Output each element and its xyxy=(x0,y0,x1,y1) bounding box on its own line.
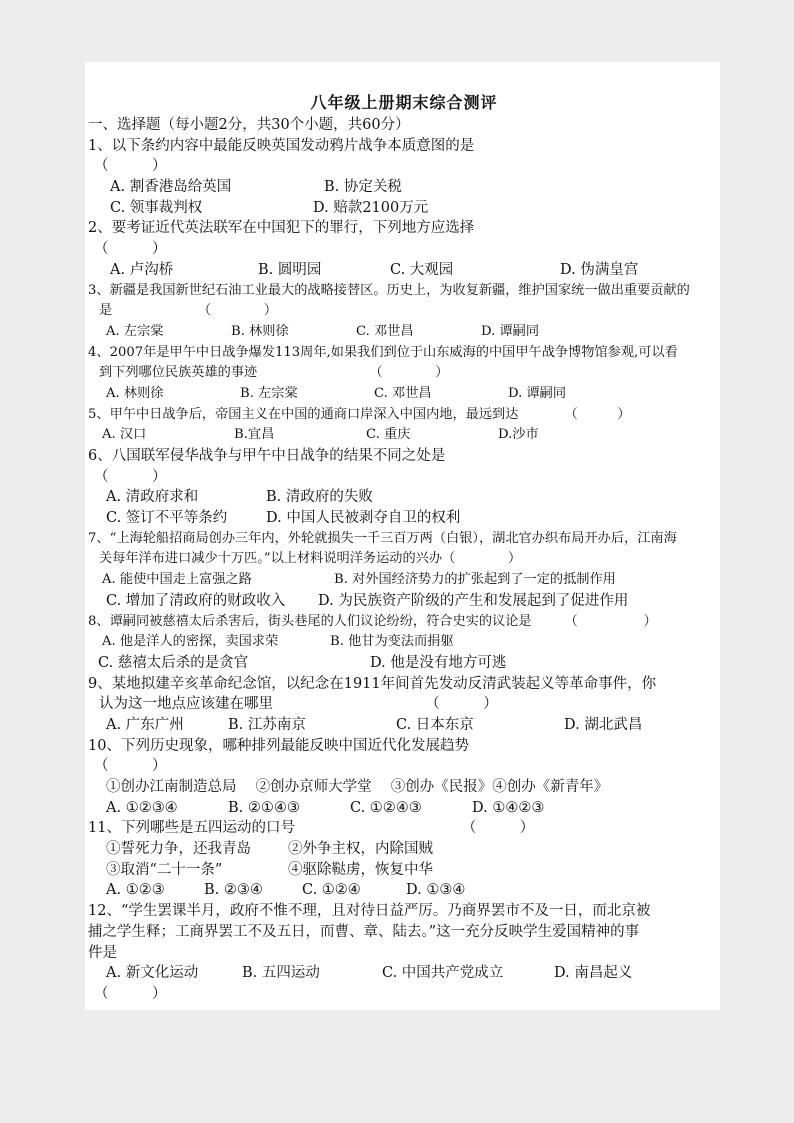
q2-options xyxy=(88,260,720,281)
q1-option-a[interactable]: A. 割香港岛给英国 xyxy=(110,179,232,196)
q8-options-row2 xyxy=(88,653,720,674)
q12-option-b[interactable]: B. 五四运动 xyxy=(242,965,320,982)
q1-option-d[interactable]: D. 赔款2100万元 xyxy=(313,199,429,216)
q5-options xyxy=(88,425,720,446)
q1-options-row2 xyxy=(88,198,720,219)
q6-stem: 6、八国联军侵华战争与甲午中日战争的结果不同之处是 xyxy=(88,448,446,464)
q2-option-c[interactable]: C. 大观园 xyxy=(390,261,454,278)
q9-option-c[interactable]: C. 日本东京 xyxy=(396,716,474,733)
q12-stem-cont2: 件是 xyxy=(88,944,117,961)
q7-options-row2 xyxy=(88,591,720,612)
q7-option-d[interactable]: D. 为民族资产阶级的产生和发展起到了促进作用 xyxy=(318,592,629,609)
q7-stem: 7、“上海轮船招商局创办三年内，外轮就损失一千三百万两（白银），湖北官办织布局开办后，江南海 xyxy=(88,530,677,546)
q7-option-b[interactable]: B. 对外国经济势力的扩张起到了一定的抵制作用 xyxy=(334,572,616,588)
q4-option-d[interactable]: D. 谭嗣同 xyxy=(508,385,567,401)
q6-option-d[interactable]: D. 中国人民被剥夺自卫的权利 xyxy=(266,510,461,527)
q11-items-row1 xyxy=(88,839,720,860)
q2-answer-paren[interactable]: （ ） xyxy=(94,241,167,258)
q9-options xyxy=(88,715,720,736)
q6-answer-paren[interactable]: （ ） xyxy=(94,468,167,485)
q10-answer-paren[interactable]: （ ） xyxy=(94,758,167,775)
q9-option-a[interactable]: A. 广东广州 xyxy=(106,716,184,733)
q12-stem: 12、“学生罢课半月，政府不惟不理，且对待日益严厉。乃商界罢市不及一日，而北京被 xyxy=(88,903,651,920)
q11-stem: 11、下列哪些是五四运动的口号 （ ） xyxy=(88,820,535,837)
q3-stem-cont: 是 （ ） xyxy=(99,303,278,319)
q11-option-c[interactable]: C. ①②④ xyxy=(302,882,361,899)
q11-option-d[interactable]: D. ①③④ xyxy=(406,882,466,899)
q12-answer-paren[interactable]: （ ） xyxy=(94,985,167,1002)
q4-option-c[interactable]: C. 邓世昌 xyxy=(374,385,432,401)
q11-option-b[interactable]: B. ②③④ xyxy=(204,882,263,899)
page-title: 八年级上册期末综合测评 xyxy=(310,93,498,112)
q9-option-b[interactable]: B. 江苏南京 xyxy=(228,716,306,733)
q1-stem: 1、以下条约内容中最能反映英国发动鸦片战争本质意图的是 xyxy=(88,137,475,154)
q7-options-row1 xyxy=(88,570,720,591)
q6-options-row2 xyxy=(88,508,720,529)
q8-option-c[interactable]: C. 慈禧太后杀的是贪官 xyxy=(98,654,249,671)
q4-option-a[interactable]: A. 林则徐 xyxy=(106,385,164,401)
q12-stem-cont: 捕之学生释；工商界罢工不及五日，而曹、章、陆去。”这一充分反映学生爱国精神的事 xyxy=(88,923,640,940)
q11-option-a[interactable]: A. ①②③ xyxy=(106,882,165,899)
q2-stem: 2、要考证近代英法联军在中国犯下的罪行，下列地方应选择 xyxy=(88,220,475,237)
q11-options xyxy=(88,880,720,901)
q12-option-d[interactable]: D. 南昌起义 xyxy=(554,965,633,982)
q11-item-1: ①誓死力争，还我青岛 xyxy=(106,841,251,858)
q6-option-a[interactable]: A. 清政府求和 xyxy=(106,489,199,506)
q4-stem-cont: 到下列哪位民族英雄的事迹 （ ） xyxy=(99,365,449,381)
q6-options-row1 xyxy=(88,487,720,508)
q2-option-a[interactable]: A. 卢沟桥 xyxy=(110,261,174,278)
q5-stem: 5、甲午中日战争后，帝国主义在中国的通商口岸深入中国内地，最远到达 （ ） xyxy=(88,406,631,422)
q4-stem: 4、2007年是甲午中日战争爆发113周年,如果我们到位于山东威海的中国甲午战争博物馆参观,可以看 xyxy=(88,344,678,360)
q1-options-row1 xyxy=(88,177,720,198)
q5-option-d[interactable]: D.沙市 xyxy=(498,427,539,443)
q10-option-b[interactable]: B. ②①④③ xyxy=(228,799,300,816)
q5-option-a[interactable]: A. 汉口 xyxy=(102,427,147,443)
q8-option-a[interactable]: A. 他是洋人的密探，卖国求荣 xyxy=(102,634,279,650)
q3-option-b[interactable]: B. 林则徐 xyxy=(231,323,289,339)
exam-page xyxy=(85,62,720,1010)
section-heading: 一、选择题（每小题2分，共30个小题，共60分） xyxy=(88,117,410,133)
q10-option-d[interactable]: D. ①④②③ xyxy=(472,799,545,816)
q10-options xyxy=(88,798,720,819)
q11-item-4: ④驱除鞑虏，恢复中华 xyxy=(288,861,433,878)
q8-option-b[interactable]: B. 他甘为变法而捐躯 xyxy=(330,634,454,650)
q9-stem: 9、某地拟建辛亥革命纪念馆，以纪念在1911年间首先发动反清武装起义等革命事件，你 xyxy=(88,675,657,692)
q2-option-d[interactable]: D. 伪满皇宫 xyxy=(560,261,639,278)
q5-option-b[interactable]: B.宜昌 xyxy=(234,427,275,443)
q9-stem-cont: 认为这一地点应该建在哪里 （ ） xyxy=(99,696,498,713)
q6-option-c[interactable]: C. 签订不平等条约 xyxy=(106,510,228,527)
q7-option-a[interactable]: A. 能使中国走上富强之路 xyxy=(102,572,252,588)
q1-answer-paren[interactable]: （ ） xyxy=(94,158,167,175)
q2-option-b[interactable]: B. 圆明园 xyxy=(258,261,322,278)
q1-option-b[interactable]: B. 协定关税 xyxy=(324,179,402,196)
q3-options xyxy=(88,322,720,343)
q3-option-c[interactable]: C. 邓世昌 xyxy=(356,323,414,339)
q8-options-row1 xyxy=(88,632,720,653)
q8-stem: 8、谭嗣同被慈禧太后杀害后，街头巷尾的人们议论纷纷，符合史实的议论是 （ ） xyxy=(88,613,657,629)
q10-stem: 10、下列历史现象，哪种排列最能反映中国近代化发展趋势 xyxy=(88,737,469,754)
q10-option-c[interactable]: C. ①②④③ xyxy=(350,799,422,816)
q12-options xyxy=(88,963,720,984)
q6-option-b[interactable]: B. 清政府的失败 xyxy=(266,489,373,506)
q7-stem-cont: 关每年洋布进口减少十万匹。”以上材料说明洋务运动的兴办（ ） xyxy=(99,551,522,567)
q4-options xyxy=(88,384,720,405)
q10-option-a[interactable]: A. ①②③④ xyxy=(106,799,178,816)
q8-option-d[interactable]: D. 他是没有地方可逃 xyxy=(370,654,507,671)
q11-item-3: ③取消“二十一条” xyxy=(106,861,223,878)
q11-items-row2 xyxy=(88,860,720,881)
q5-option-c[interactable]: C. 重庆 xyxy=(366,427,411,443)
q11-item-2: ②外争主权，内除国贼 xyxy=(288,841,433,858)
q12-option-a[interactable]: A. 新文化运动 xyxy=(106,965,199,982)
q12-option-c[interactable]: C. 中国共产党成立 xyxy=(382,965,504,982)
q7-option-c[interactable]: C. 增加了清政府的财政收入 xyxy=(106,592,286,609)
q3-stem: 3、新疆是我国新世纪石油工业最大的战略接替区。历史上，为收复新疆，维护国家统一做出重要贡献的 xyxy=(88,282,690,298)
q3-option-d[interactable]: D. 谭嗣同 xyxy=(481,323,540,339)
q1-option-c[interactable]: C. 领事裁判权 xyxy=(110,199,203,216)
q10-items: ①创办江南制造总局 ②创办京师大学堂 ③创办《民报》④创办《新青年》 xyxy=(106,779,609,795)
q4-option-b[interactable]: B. 左宗棠 xyxy=(240,385,298,401)
q9-option-d[interactable]: D. 湖北武昌 xyxy=(564,716,643,733)
q3-option-a[interactable]: A. 左宗棠 xyxy=(106,323,164,339)
